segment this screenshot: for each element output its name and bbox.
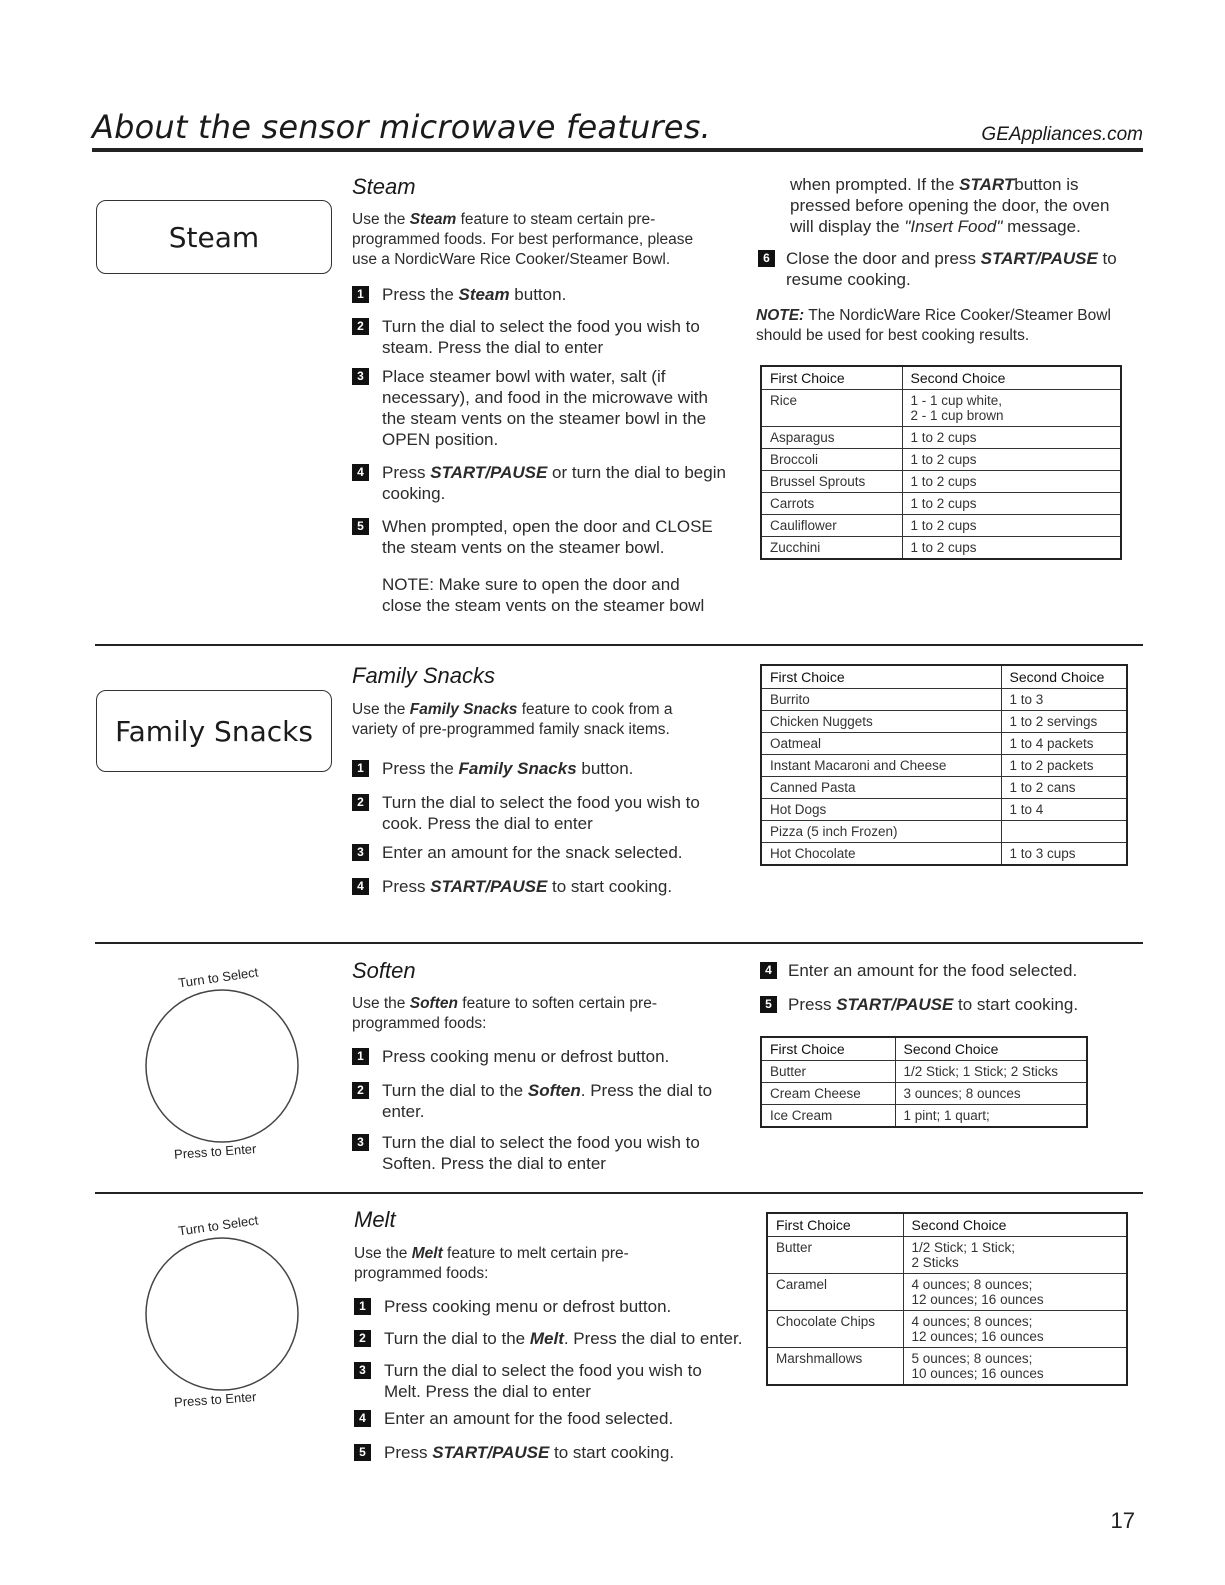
table-row: Caramel 4 ounces; 8 ounces; 12 ounces; 16 ounces (767, 1274, 1127, 1311)
family-snacks-section-title: Family Snacks (352, 663, 496, 688)
table-row: Canned Pasta 1 to 2 cans (761, 777, 1127, 799)
section-divider (95, 942, 1143, 944)
title-rule (92, 148, 1143, 152)
site-url: GEAppliances.com (981, 124, 1143, 145)
step-number-badge: 4 (352, 878, 369, 895)
family-snacks-intro: Use the Family Snacks feature to cook from a variety of pre-programmed family snack items. (352, 701, 673, 738)
step-number-badge: 5 (760, 996, 777, 1013)
soften-dial (140, 966, 310, 1166)
soften-section-title: Soften (352, 958, 416, 983)
table-row: Hot Chocolate 1 to 3 cups (761, 843, 1127, 866)
dial-icon (140, 1214, 310, 1414)
step-number-badge: 4 (352, 464, 369, 481)
dial-bottom-label: Press to Enter (173, 1389, 257, 1410)
table-row: Butter 1/2 Stick; 1 Stick; 2 Sticks (767, 1237, 1127, 1274)
steam-section-title: Steam (352, 174, 416, 199)
table-row: Broccoli 1 to 2 cups (761, 449, 1121, 471)
family-snacks-feature-box (96, 690, 332, 772)
table-row: Butter 1/2 Stick; 1 Stick; 2 Sticks (761, 1061, 1087, 1083)
step-number-badge: 2 (354, 1330, 371, 1347)
table-row: Cauliflower 1 to 2 cups (761, 515, 1121, 537)
table-row: Burrito 1 to 3 (761, 689, 1127, 711)
step-number-badge: 1 (352, 760, 369, 777)
dial-top-label: Turn to Select (177, 964, 260, 991)
page-title: About the sensor microwave features. (92, 108, 711, 146)
steam-note-2: NOTE: The NordicWare Rice Cooker/Steamer Bowl should be used for best cooking results. (756, 307, 1111, 344)
table-row: Chicken Nuggets 1 to 2 servings (761, 711, 1127, 733)
steam-choices-table (760, 365, 1122, 560)
section-divider (95, 1192, 1143, 1194)
family-snacks-choices-table (760, 664, 1128, 866)
table-header-row: First Choice Second Choice (767, 1213, 1127, 1237)
table-row: Chocolate Chips 4 ounces; 8 ounces; 12 ounces; 16 ounces (767, 1311, 1127, 1348)
table-row: Asparagus 1 to 2 cups (761, 427, 1121, 449)
section-divider (95, 644, 1143, 646)
table-row: Oatmeal 1 to 4 packets (761, 733, 1127, 755)
melt-intro: Use the Melt feature to melt certain pre- programmed foods: (354, 1245, 629, 1282)
steam-intro: Use the Steam feature to steam certain pre-programmed foods. For best performance, please use a NordicWare Rice Cooker/Steamer Bowl. (352, 211, 694, 268)
table-header-row: First Choice Second Choice (761, 366, 1121, 390)
table-row: Zucchini 1 to 2 cups (761, 537, 1121, 560)
step-number-badge: 6 (758, 250, 775, 267)
steam-feature-box (96, 200, 332, 274)
step-number-badge: 4 (354, 1410, 371, 1427)
table-row: Ice Cream 1 pint; 1 quart; (761, 1105, 1087, 1128)
step-number-badge: 2 (352, 318, 369, 335)
melt-choices-table (766, 1212, 1128, 1386)
table-row: Hot Dogs 1 to 4 (761, 799, 1127, 821)
step-number-badge: 4 (760, 962, 777, 979)
family-snacks-box-label: Family Snacks (115, 714, 313, 748)
table-row: Rice 1 - 1 cup white, 2 - 1 cup brown (761, 390, 1121, 427)
step-number-badge: 5 (352, 518, 369, 535)
steam-continued-text: when prompted. If the STARTbutton is pressed before opening the door, the oven will display the "Insert Food" message. (790, 175, 1110, 236)
step-number-badge: 3 (352, 368, 369, 385)
dial-top-label: Turn to Select (177, 1212, 260, 1239)
melt-dial (140, 1214, 310, 1414)
dial-bottom-label: Press to Enter (173, 1141, 257, 1162)
table-row: Instant Macaroni and Cheese 1 to 2 packets (761, 755, 1127, 777)
step-number-badge: 1 (352, 1048, 369, 1065)
soften-intro: Use the Soften feature to soften certain pre- programmed foods: (352, 995, 657, 1032)
table-row: Cream Cheese 3 ounces; 8 ounces (761, 1083, 1087, 1105)
steam-note: NOTE: Make sure to open the door and close the steam vents on the steamer bowl (382, 575, 705, 615)
step-number-badge: 5 (354, 1444, 371, 1461)
soften-choices-table (760, 1036, 1088, 1128)
step-number-badge: 1 (354, 1298, 371, 1315)
table-row: Pizza (5 inch Frozen) (761, 821, 1127, 843)
step-number-badge: 3 (352, 1134, 369, 1151)
step-number-badge: 2 (352, 1082, 369, 1099)
step-number-badge: 2 (352, 794, 369, 811)
table-row: Carrots 1 to 2 cups (761, 493, 1121, 515)
step-number-badge: 3 (354, 1362, 371, 1379)
melt-section-title: Melt (354, 1207, 396, 1232)
page-number: 17 (1110, 1508, 1135, 1533)
table-row: Brussel Sprouts 1 to 2 cups (761, 471, 1121, 493)
table-header-row: First Choice Second Choice (761, 1037, 1087, 1061)
step-number-badge: 3 (352, 844, 369, 861)
table-row: Marshmallows 5 ounces; 8 ounces; 10 ounces; 16 ounces (767, 1348, 1127, 1386)
table-header-row: First Choice Second Choice (761, 665, 1127, 689)
dial-icon (140, 966, 310, 1166)
steam-box-label: Steam (168, 220, 260, 254)
step-number-badge: 1 (352, 286, 369, 303)
